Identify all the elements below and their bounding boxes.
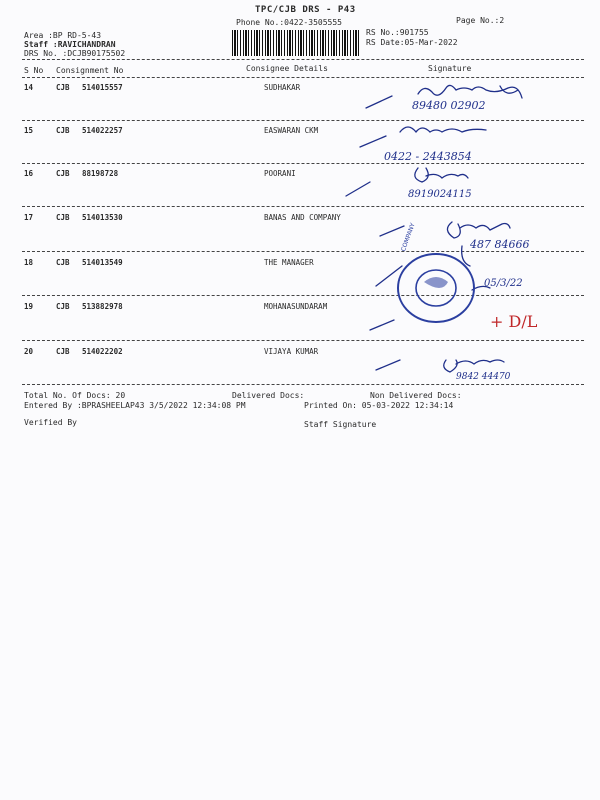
row-consignment: 514013549: [82, 258, 123, 267]
area-label: Area :BP RD-5-43: [24, 31, 102, 40]
row-consignment: 88198728: [82, 169, 119, 178]
phone-number: Phone No.:0422-3505555: [236, 18, 342, 27]
row-prefix: CJB: [56, 213, 70, 222]
row-prefix: CJB: [56, 258, 70, 267]
col-consignment: Consignment No: [56, 66, 124, 75]
row-consignment: 514022257: [82, 126, 123, 135]
company-stamp: [398, 254, 474, 322]
row-consignee: POORANI: [264, 169, 296, 178]
col-consignee: Consignee Details: [246, 64, 328, 73]
signature-note: 0422 - 2443854: [384, 150, 472, 163]
row-consignment: 514015557: [82, 83, 123, 92]
delivery-mark: + D/L: [490, 312, 538, 331]
row-consignee: THE MANAGER: [264, 258, 314, 267]
row-prefix: CJB: [56, 83, 70, 92]
row-sno: 19: [24, 302, 34, 311]
rs-number: RS No.:901755: [366, 28, 429, 37]
printed-on: Printed On: 05-03-2022 12:34:14: [304, 401, 454, 410]
signature-note: 9842 44470: [456, 372, 511, 382]
total-docs: Total No. Of Docs: 20: [24, 391, 126, 400]
row-consignment: 514013530: [82, 213, 123, 222]
row-consignment: 513882978: [82, 302, 123, 311]
row-consignee: EASWARAN CKM: [264, 126, 319, 135]
row-sno: 16: [24, 169, 34, 178]
row-prefix: CJB: [56, 347, 70, 356]
rs-date: RS Date:05-Mar-2022: [366, 38, 458, 47]
row-consignee: VIJAYA KUMAR: [264, 347, 319, 356]
signature-note: 05/3/22: [484, 278, 523, 289]
row-prefix: CJB: [56, 126, 70, 135]
row-consignee: SUDHAKAR: [264, 83, 301, 92]
row-consignment: 514022202: [82, 347, 123, 356]
col-sno: S No: [24, 66, 44, 75]
row-sno: 14: [24, 83, 34, 92]
staff-signature: Staff Signature: [304, 420, 377, 429]
row-consignee: BANAS AND COMPANY: [264, 213, 341, 222]
row-sno: 18: [24, 258, 34, 267]
document-title: TPC/CJB DRS - P43: [255, 5, 356, 15]
page-number: Page No.:2: [456, 16, 505, 25]
row-sno: 15: [24, 126, 34, 135]
row-consignee: MOHANASUNDARAM: [264, 302, 328, 311]
staff-label: Staff :RAVICHANDRAN: [24, 40, 116, 49]
entered-by: Entered By :BPRASHEELAP43 3/5/2022 12:34:08 PM: [24, 401, 246, 410]
delivered-docs: Delivered Docs:: [232, 391, 305, 400]
signature-note: 487 84666: [470, 238, 530, 251]
signature-note: 8919024115: [408, 189, 472, 200]
stamp-text: COMPANY: [400, 222, 417, 253]
col-signature: Signature: [428, 64, 472, 73]
row-prefix: CJB: [56, 302, 70, 311]
drs-number: DRS No. :DCJB90175502: [24, 49, 126, 58]
row-sno: 17: [24, 213, 34, 222]
signature-note: 89480 02902: [412, 99, 486, 112]
row-prefix: CJB: [56, 169, 70, 178]
row-sno: 20: [24, 347, 34, 356]
verified-by: Verified By: [24, 418, 77, 427]
non-delivered-docs: Non Delivered Docs:: [370, 391, 462, 400]
